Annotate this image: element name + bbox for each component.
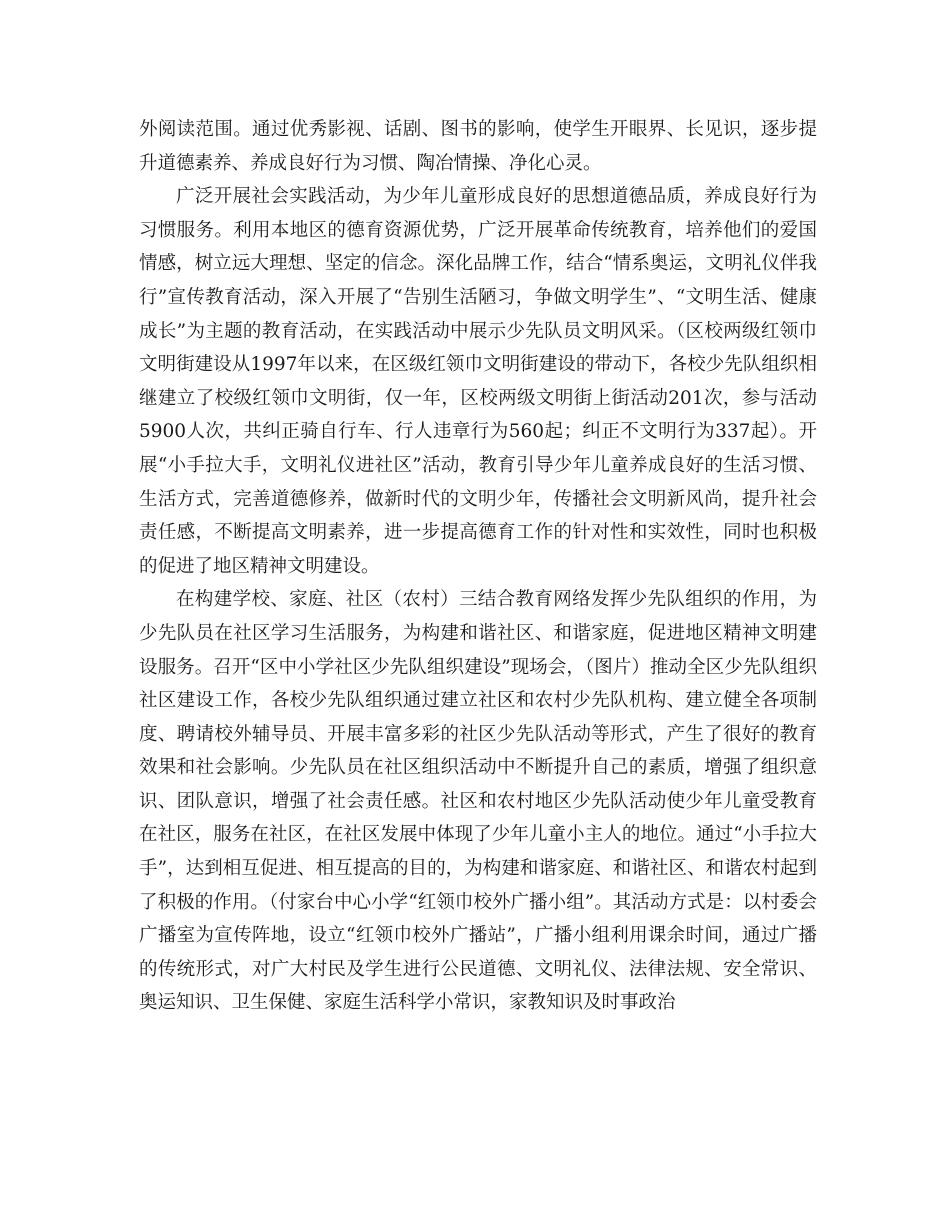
paragraph-2: 广泛开展社会实践活动，为少年儿童形成良好的思想道德品质，养成良好行为习惯服务。利用本地区的德育资源优势，广泛开展革命传统教育，培养他们的爱国情感，树立远大理想、坚定的信念。深化品牌工作，结合“情系奥运，文明礼仪伴我行”宣传教育活动，深入开展了“告别生活陋习，争做文明学生”、“文明生活、健康成长”为主题的教育活动，在实践活动中展示少先队员文明风采。（区校两级红领巾文明街建设从1997年以来，在区级红领巾文明街建设的带动下，各校少先队组织相继建立了校级红领巾文明街，仅一年，区校两级文明街上街活动201次，参与活动5900人次，共纠正骑自行车、行人违章行为560起；纠正不文明行为337起）。开展“小手拉大手，文明礼仪进社区”活动，教育引导少年儿童养成良好的生活习惯、生活方式，完善道德修养，做新时代的文明少年，传播社会文明新风尚，提升社会责任感，不断提高文明素养，进一步提高德育工作的针对性和实效性，同时也积极的促进了地区精神文明建设。: [139, 186, 817, 577]
paragraph-1: 外阅读范围。通过优秀影视、话剧、图书的影响，使学生开眼界、长见识，逐步提升道德素养、养成良好行为习惯、陶冶情操、净化心灵。: [139, 119, 817, 174]
body-text: [139, 113, 817, 1020]
paragraph-3: 在构建学校、家庭、社区（农村）三结合教育网络发挥少先队组织的作用，为少先队员在社区学习生活服务，为构建和谐社区、和谐家庭，促进地区精神文明建设服务。召开“区中小学社区少先队组织建设”现场会，（图片）推动全区少先队组织社区建设工作，各校少先队组织通过建立社区和农村少先队机构、建立健全各项制度、聘请校外辅导员、开展丰富多彩的社区少先队活动等形式，产生了很好的教育效果和社会影响。少先队员在社区组织活动中不断提升自己的素质，增强了组织意识、团队意识，增强了社会责任感。社区和农村地区少先队活动使少年儿童受教育在社区，服务在社区，在社区发展中体现了少年儿童小主人的地位。通过“小手拉大手”，达到相互促进、相互提高的目的，为构建和谐家庭、和谐社区、和谐农村起到了积极的作用。（付家台中心小学“红领巾校外广播小组”。其活动方式是：以村委会广播室为宣传阵地，设立“红领巾校外广播站”，广播小组利用课余时间，通过广播的传统形式，对广大村民及学生进行公民道德、文明礼仪、法律法规、安全常识、奥运知识、卫生保健、家庭生活科学小常识，家教知识及时事政治: [139, 589, 817, 1014]
